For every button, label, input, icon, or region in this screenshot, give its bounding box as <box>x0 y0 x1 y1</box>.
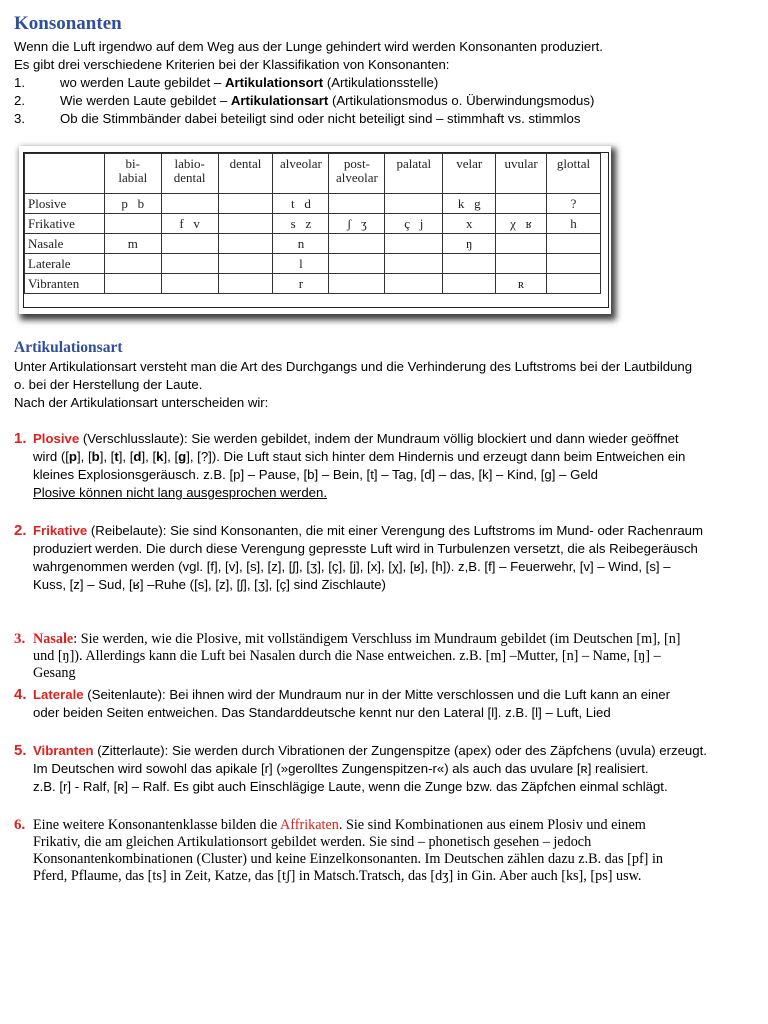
criteria-note: (Artikulationsmodus o. Überwindungsmodus) <box>328 93 595 108</box>
table-header-row <box>25 154 601 194</box>
table-cell <box>496 234 547 254</box>
consonant-table-image <box>19 146 611 314</box>
header-text: labial <box>118 170 148 185</box>
table-cell: χ ʁ <box>496 214 547 234</box>
phoneme: k <box>156 449 164 464</box>
item-line <box>33 522 756 540</box>
list-item-plosive <box>14 430 756 502</box>
item-line <box>33 484 756 502</box>
term-plosive: Plosive <box>33 431 80 446</box>
header-text: dental <box>173 170 206 185</box>
table-cell: r <box>273 274 329 294</box>
table-cell <box>385 274 443 294</box>
item-text: (Zitterlaute): Sie werden durch Vibrationen der Zungenspitze (apex) oder des Zäpfchens (uvula) erzeugt. <box>93 743 707 758</box>
list-item-vibranten <box>14 742 756 796</box>
item-line <box>33 686 756 704</box>
table-cell <box>443 254 496 274</box>
phoneme: g <box>178 449 187 464</box>
criteria-text: wo werden Laute gebildet – <box>60 75 225 90</box>
table-cell: t d <box>273 194 329 214</box>
table-cell <box>218 214 273 234</box>
item-text: ], [ <box>118 449 134 464</box>
phoneme: p <box>68 449 77 464</box>
table-row <box>25 214 601 234</box>
header-text: dental <box>229 156 262 171</box>
term-frikative: Frikative <box>33 523 88 538</box>
item-line <box>33 430 756 448</box>
table-cell <box>161 194 218 214</box>
item-text: wird ([ <box>33 449 69 464</box>
table-cell <box>104 274 161 294</box>
table-cell <box>329 234 385 254</box>
item-text: ], [?]). Die Luft staut sich hinter dem Hindernis und erzeugt dann beim Entweichen ein <box>186 449 686 464</box>
item-number: 3. <box>14 631 26 647</box>
item-line: Im Deutschen wird sowohl das apikale [r] (»gerolltes Zungenspitzen-r«) als auch das uvulare [ʀ] realisiert. <box>33 761 649 776</box>
table-header-cell <box>443 154 496 194</box>
criteria-item-1 <box>14 74 438 92</box>
table-cell: ʀ <box>496 274 547 294</box>
underlined-note: Plosive können nicht lang ausgesprochen werden. <box>33 485 327 500</box>
criteria-number: 3. <box>14 111 25 126</box>
table-cell: ŋ <box>443 234 496 254</box>
table-header-cell <box>329 154 385 194</box>
criteria-term: Artikulationsart <box>230 93 329 108</box>
item-text: (Reibelaute): Sie sind Konsonanten, die mit einer Verengung des Luftstroms im Mund- oder Rachenraum <box>87 523 703 538</box>
criteria-number: 1. <box>14 75 25 90</box>
item-number: 6. <box>14 817 26 833</box>
table-cell <box>218 194 273 214</box>
item-line <box>33 448 756 466</box>
table-row-label: Vibranten <box>25 274 105 294</box>
table-header-cell <box>273 154 329 194</box>
table-row <box>25 234 601 254</box>
item-text: ], [ <box>76 449 92 464</box>
list-item-laterale <box>14 686 756 722</box>
intro-line-1: Wenn die Luft irgendwo auf dem Weg aus der Lunge gehindert wird werden Konsonanten produziert. <box>14 39 603 54</box>
table-cell <box>161 274 218 294</box>
table-cell: k g <box>443 194 496 214</box>
item-line: Gesang <box>33 665 76 681</box>
table-row-label: Frikative <box>25 214 105 234</box>
table-header-cell <box>547 154 601 194</box>
table-row <box>25 194 601 214</box>
table-cell: m <box>104 234 161 254</box>
phoneme: b <box>91 449 100 464</box>
item-line: Kuss, [z] – Sud, [ʁ] –Ruhe ([s], [z], [ʃ], [ʒ], [ç] sind Zischlaute) <box>33 577 386 592</box>
item-line <box>33 631 756 648</box>
header-text: uvular <box>504 156 538 171</box>
section-intro-line-2: o. bei der Herstellung der Laute. <box>14 377 203 392</box>
item-text: (Verschlusslaute): Sie werden gebildet, indem der Mundraum völlig blockiert und dann wieder geöffnet <box>79 431 679 446</box>
item-line: und [ŋ]). Allerdings kann die Luft bei Nasalen durch die Nase entweichen. z.B. [m] –Mutter, [n] – Name, [ŋ] – <box>33 648 661 664</box>
item-line: oder beiden Seiten entweichen. Das Standarddeutsche kennt nur den Lateral [l]. z.B. [l] – Luft, Lied <box>33 705 611 720</box>
term-affrikaten: Affrikaten <box>280 817 339 833</box>
table-cell: n <box>273 234 329 254</box>
item-line: Frikativ, die am gleichen Artikulationsort gebildet werden. Sie sind – phonetisch gesehen – jedoch <box>33 834 592 850</box>
table-header-cell <box>385 154 443 194</box>
table-cell <box>161 234 218 254</box>
item-number: 1. <box>14 430 27 447</box>
header-text: palatal <box>396 156 432 171</box>
item-line: kleines Explosionsgeräusch. z.B. [p] – Pause, [b] – Bein, [t] – Tag, [d] – das, [k] – Kind, [g] – Geld <box>33 467 598 482</box>
criteria-number: 2. <box>14 93 25 108</box>
table-row-label: Nasale <box>25 234 105 254</box>
list-item-affrikaten <box>14 817 756 885</box>
table-cell <box>329 274 385 294</box>
table-cell <box>496 194 547 214</box>
table-header-cell <box>496 154 547 194</box>
table-cell <box>385 194 443 214</box>
intro-line-2: Es gibt drei verschiedene Kriterien bei der Klassifikation von Konsonanten: <box>14 57 450 72</box>
item-line <box>33 742 756 760</box>
list-item-nasale <box>14 631 756 682</box>
table-cell: ʃ ʒ <box>329 214 385 234</box>
table-cell <box>496 254 547 274</box>
item-number: 2. <box>14 522 27 539</box>
item-line: produziert werden. Die durch diese Verengung gepresste Luft wird in Turbulenzen versetzt, die als Reibegeräusch <box>33 541 698 556</box>
item-number: 5. <box>14 742 27 759</box>
item-text: (Seitenlaute): Bei ihnen wird der Mundraum nur in der Mitte verschlossen und die Luft kann an einer <box>83 687 671 702</box>
table-cell <box>547 234 601 254</box>
consonant-table <box>24 153 601 294</box>
header-text: bi- <box>125 156 140 171</box>
criteria-text: Ob die Stimmbänder dabei beteiligt sind oder nicht beteiligt sind – stimmhaft vs. stimmlos <box>60 111 581 126</box>
table-row <box>25 274 601 294</box>
item-text: . Sie sind Kombinationen aus einem Plosiv und einem <box>338 817 646 833</box>
table-cell: l <box>273 254 329 274</box>
phoneme: t <box>114 449 119 464</box>
term-vibranten: Vibranten <box>33 743 94 758</box>
item-number: 4. <box>14 686 27 703</box>
section-intro-line-3: Nach der Artikulationsart unterscheiden wir: <box>14 395 269 410</box>
table-cell <box>329 194 385 214</box>
item-text: ], [ <box>163 449 179 464</box>
item-line: wahrgenommen werden (vgl. [f], [v], [s], [z], [ʃ], [ʒ], [ç], [j], [x], [χ], [ʁ], [h]). z,B. [f] – Feuerwehr, [v] – Wind, [s] – <box>33 559 671 574</box>
term-nasale: Nasale <box>33 631 74 647</box>
item-text: ], [ <box>141 449 157 464</box>
table-cell <box>218 274 273 294</box>
table-cell <box>218 254 273 274</box>
criteria-term: Artikulationsort <box>224 75 324 90</box>
table-header-cell <box>218 154 273 194</box>
term-laterale: Laterale <box>33 687 84 702</box>
table-cell <box>104 214 161 234</box>
criteria-item-2 <box>14 92 594 110</box>
table-cell: ? <box>547 194 601 214</box>
table-cell: f v <box>161 214 218 234</box>
criteria-note: (Artikulationsstelle) <box>323 75 439 90</box>
header-text: labio- <box>174 156 205 171</box>
section-intro-line-1: Unter Artikulationsart versteht man die Art des Durchgangs und die Verhinderung des Luftstroms bei der Lautbildung <box>14 359 693 374</box>
header-text: velar <box>456 156 483 171</box>
table-cell <box>161 254 218 274</box>
table-cell <box>547 274 601 294</box>
list-item-frikative <box>14 522 756 594</box>
item-text: ], [ <box>99 449 115 464</box>
table-header-cell <box>25 154 105 194</box>
table-cell: p b <box>104 194 161 214</box>
header-text: post- <box>343 156 370 171</box>
table-header-cell <box>104 154 161 194</box>
item-line: Pferd, Pflaume, das [ts] in Zeit, Katze, das [tʃ] in Matsch.Tratsch, das [dʒ] in Gin. Aber auch [ks], [ps] usw. <box>33 868 642 884</box>
table-cell: x <box>443 214 496 234</box>
section-title-artikulationsart: Artikulationsart <box>14 339 123 356</box>
table-cell: h <box>547 214 601 234</box>
table-cell <box>329 254 385 274</box>
header-text: alveolar <box>335 170 378 185</box>
table-cell <box>218 234 273 254</box>
table-cell <box>104 254 161 274</box>
table-cell: s z <box>273 214 329 234</box>
header-text: glottal <box>556 156 591 171</box>
table-cell <box>443 274 496 294</box>
table-row-label: Laterale <box>25 254 105 274</box>
header-text: alveolar <box>280 156 322 171</box>
page-title: Konsonanten <box>14 13 122 34</box>
table-row <box>25 254 601 274</box>
item-line: z.B. [r] - Ralf, [ʀ] – Ralf. Es gibt auch Einschlägige Laute, wenn die Zunge bzw. das Zäpfchen einmal schlägt. <box>33 779 668 794</box>
criteria-item-3 <box>14 110 580 128</box>
table-cell <box>385 234 443 254</box>
item-text: Eine weitere Konsonantenklasse bilden die <box>33 817 281 833</box>
item-line <box>33 817 756 834</box>
criteria-text: Wie werden Laute gebildet – <box>60 93 231 108</box>
table-cell <box>385 254 443 274</box>
table-cell <box>547 254 601 274</box>
table-row-label: Plosive <box>25 194 105 214</box>
phoneme: d <box>133 449 142 464</box>
table-header-cell <box>161 154 218 194</box>
item-line: Konsonantenkombinationen (Cluster) und keine Einzelkonsonanten. Im Deutschen zählen dazu z.B. das [pf] in <box>33 851 663 867</box>
item-text: : Sie werden, wie die Plosive, mit vollständigem Verschluss im Mundraum gebildet (im Deutschen [m], [n] <box>73 631 681 647</box>
table-cell: ç j <box>385 214 443 234</box>
